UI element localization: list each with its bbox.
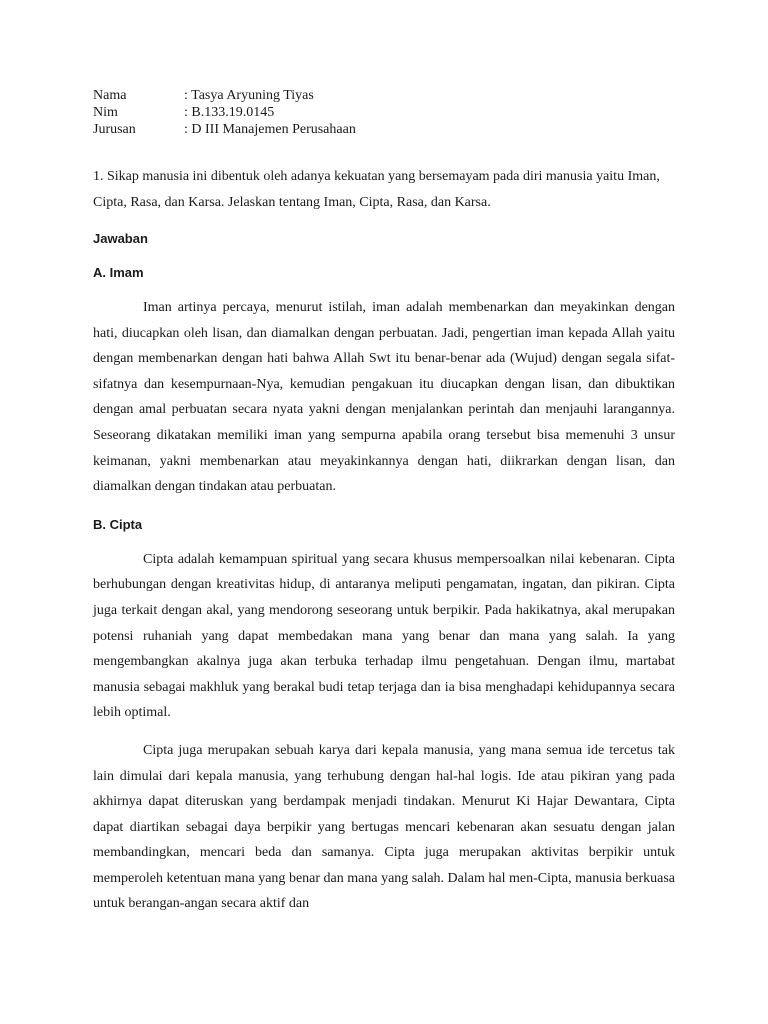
document-page: [93, 87, 675, 917]
info-row-name: [93, 87, 675, 104]
info-label: Jurusan: [93, 122, 136, 137]
paragraph-cipta-1: Cipta adalah kemampuan spiritual yang secara khusus mempersoalkan nilai kebenaran. Cipta berhubungan dengan kreativitas hidup, di antaranya meliputi pengamatan, ingatan, dan pikiran. Cipta juga terkait dengan akal, yang mendorong seseorang untuk berpikir. Pada hakikatnya, akal merupakan potensi ruhaniah yang dapat membedakan mana yang benar dan mana yang salah. Ia yang mengembangkan akalnya juga akan terbuka terhadap ilmu pengetahuan. Dengan ilmu, martabat manusia sebagai makhluk yang berakal budi tetap terjaga dan ia bisa menghadapi kehidupannya secara lebih optimal.: [93, 551, 675, 721]
info-value: : D III Manajemen Perusahaan: [184, 122, 356, 137]
info-row-major: [93, 121, 675, 138]
info-value: : B.133.19.0145: [184, 105, 275, 120]
section-heading-cipta: B. Cipta: [93, 516, 143, 532]
paragraph-cipta-2: Cipta juga merupakan sebuah karya dari kepala manusia, yang mana semua ide tercetus tak lain dimulai dari kepala manusia, yang terhubung dengan hal-hal logis. Ide atau pikiran yang pada akhirnya dapat diteruskan yang berdampak menjadi tindakan. Menurut Ki Hajar Dewantara, Cipta dapat diartikan sebagai daya berpikir yang bertugas mencari kebenaran akan sesuatu dengan jalan membandingkan, mencari beda dan samanya. Cipta juga merupakan aktivitas berpikir untuk memperoleh ketentuan mana yang benar dan mana yang salah. Dalam hal men-Cipta, manusia berkuasa untuk berangan-angan secara aktif dan: [93, 742, 675, 912]
info-row-nim: [93, 104, 675, 121]
paragraph-iman: Iman artinya percaya, menurut istilah, iman adalah membenarkan dan meyakinkan dengan hati, diucapkan oleh lisan, dan diamalkan dengan perbuatan. Jadi, pengertian iman kepada Allah yaitu dengan membenarkan dengan hati bahwa Allah Swt itu benar-benar ada (Wujud) dengan segala sifat-sifatnya dan kesempurnaan-Nya, kemudian pengakuan itu diucapkan dengan lisan, dan dibuktikan dengan amal perbuatan secara nyata yakni dengan menjalankan perintah dan menjauhi larangannya. Seseorang dikatakan memiliki iman yang sempurna apabila orang tersebut bisa memenuhi 3 unsur keimanan, yakni membenarkan atau meyakinkannya dengan hati, diikrarkan dengan lisan, dan diamalkan dengan tindakan atau perbuatan.: [93, 300, 675, 495]
info-label: Nim: [93, 105, 118, 120]
student-info: [93, 87, 675, 138]
info-value: : Tasya Aryuning Tiyas: [184, 88, 314, 103]
info-label: Nama: [93, 88, 127, 103]
answer-heading: Jawaban: [93, 231, 148, 246]
question-text: 1. Sikap manusia ini dibentuk oleh adanya kekuatan yang bersemayam pada diri manusia yaitu Iman, Cipta, Rasa, dan Karsa. Jelaskan tentang Iman, Cipta, Rasa, dan Karsa.: [93, 169, 660, 210]
section-heading-iman: A. Imam: [93, 265, 144, 280]
